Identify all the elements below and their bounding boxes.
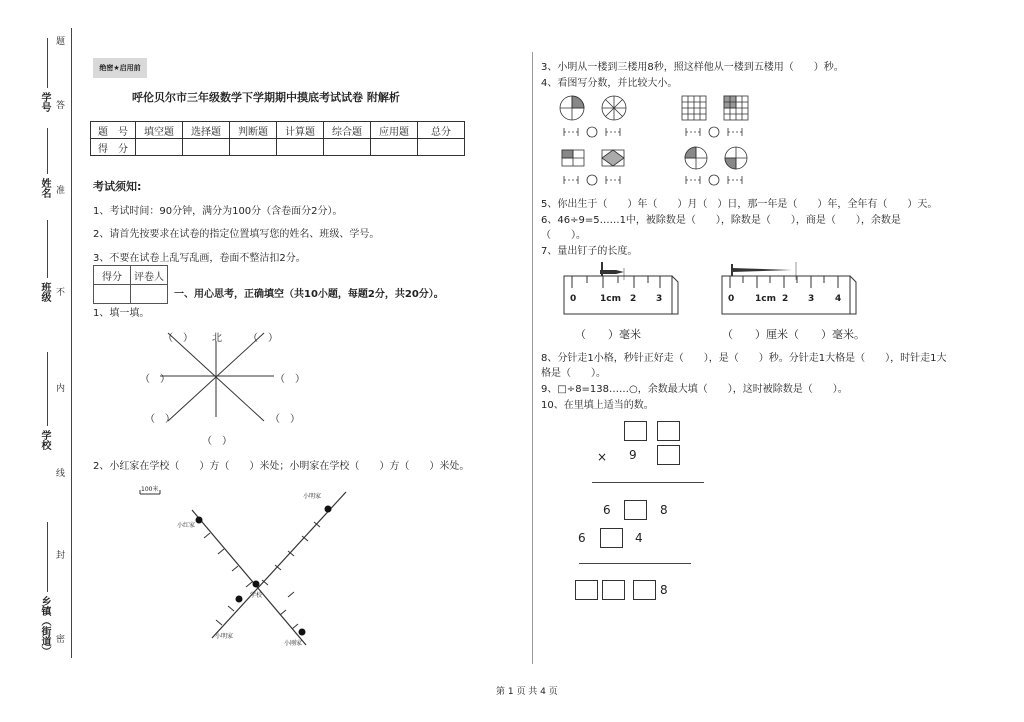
grader-table <box>93 265 168 304</box>
binding-char: 准 <box>56 186 66 196</box>
digit: 6 <box>603 503 611 517</box>
binding-line <box>71 28 72 658</box>
score-header-cell: 题 号 <box>91 122 136 139</box>
compass-north-label: 北 <box>212 333 222 344</box>
fill-line-xuehao <box>47 38 48 88</box>
compass-blank-sw[interactable]: （ ） <box>145 414 175 425</box>
label-xuexiao: 学校 <box>39 430 50 450</box>
binding-char: 线 <box>56 469 66 479</box>
question-6: 6、46÷9=5……1中，被除数是（ ），除数是（ ），商是（ ），余数是 <box>541 215 901 226</box>
ruler-answer-2[interactable]: （ ）厘米（ ）毫米。 <box>722 328 865 341</box>
ruler-1 <box>562 258 682 318</box>
question-4: 4、看图写分数，并比较大小。 <box>541 78 678 89</box>
fraction-figures <box>558 92 758 192</box>
digit: 8 <box>660 583 668 597</box>
question-1: 1、填一填。 <box>93 308 150 319</box>
label-banji: 班级 <box>39 282 50 302</box>
question-7: 7、量出钉子的长度。 <box>541 246 638 257</box>
digit-box[interactable] <box>624 421 647 441</box>
digit-box[interactable] <box>624 500 647 520</box>
question-2: 2、小红家在学校（ ）方（ ）米处；小明家在学校（ ）方（ ）米处。 <box>93 461 470 472</box>
ruler-tick-label: 2 <box>782 294 789 304</box>
binding-char: 不 <box>56 288 66 298</box>
score-row-label: 得 分 <box>91 139 136 156</box>
column-divider <box>532 52 533 664</box>
compass-blank-e[interactable]: （ ） <box>275 374 305 385</box>
question-8: 8、分针走1小格，秒针正好走（ ），是（ ）秒。分针走1大格是（ ），时针走1大 <box>541 353 947 364</box>
confidential-badge: 绝密★启用前 <box>93 58 147 78</box>
map-label: 小红家 <box>177 522 196 529</box>
fill-line-banji <box>47 220 48 278</box>
fill-line-xiangzhen <box>47 522 48 592</box>
ruler-tick-label: 1cm <box>600 294 621 304</box>
fill-line-xuexiao <box>47 352 48 426</box>
ruler-tick-label: 3 <box>656 294 663 304</box>
ruler-2 <box>720 258 860 318</box>
binding-char: 答 <box>56 101 66 111</box>
notice-item: 3、不要在试卷上乱写乱画，卷面不整洁扣2分。 <box>93 253 306 264</box>
ruler-answer-1[interactable]: （ ）毫米 <box>575 328 641 341</box>
digit: 8 <box>660 503 668 517</box>
ruler-tick-label: 0 <box>570 294 577 304</box>
score-header-cell: 综合题 <box>324 122 371 139</box>
question-6-cont: （ ）。 <box>541 230 586 241</box>
times-sign: × <box>597 450 608 464</box>
compass-blank-ne[interactable]: （ ） <box>248 333 278 344</box>
ruler-tick-label: 4 <box>835 294 842 304</box>
compass-blank-nw[interactable]: （ ） <box>163 333 193 344</box>
label-xiangzhen: 乡镇（街道） <box>39 596 50 656</box>
binding-char: 题 <box>56 37 66 47</box>
map-label: 小明家 <box>303 493 322 500</box>
compass-blank-se[interactable]: （ ） <box>270 414 300 425</box>
ruler-tick-label: 3 <box>808 294 815 304</box>
question-8-cont: 格是（ ）。 <box>541 368 606 379</box>
digit: 9 <box>629 448 637 462</box>
score-header-cell: 填空题 <box>136 122 183 139</box>
digit: 6 <box>578 531 586 545</box>
grader-label: 评卷人 <box>131 266 168 285</box>
map-diagram <box>130 480 360 652</box>
score-header-cell: 计算题 <box>277 122 324 139</box>
question-10: 10、在里填上适当的数。 <box>541 400 654 411</box>
score-cell[interactable] <box>277 139 324 156</box>
question-9: 9、□÷8=138……○，余数最大填（ ），这时被除数是（ ）。 <box>541 384 848 395</box>
calc-line <box>592 482 704 483</box>
notice-item: 1、考试时间：90分钟，满分为100分（含卷面分2分）。 <box>93 206 343 217</box>
calc-line <box>579 563 691 564</box>
digit-box[interactable] <box>575 580 598 600</box>
score-cell[interactable] <box>183 139 230 156</box>
label-xuehao: 学号 <box>39 92 50 112</box>
compass-blank-w[interactable]: （ ） <box>140 374 170 385</box>
map-label: 小刚家 <box>284 640 303 647</box>
digit-box[interactable] <box>633 580 656 600</box>
score-header-cell: 选择题 <box>183 122 230 139</box>
map-scale-label: 100米 <box>141 486 159 493</box>
map-label: 小明家 <box>215 633 234 640</box>
fill-line-xingming <box>47 128 48 174</box>
compass-blank-s[interactable]: （ ） <box>202 436 232 447</box>
score-cell[interactable] <box>230 139 277 156</box>
score-cell[interactable] <box>324 139 371 156</box>
question-5: 5、你出生于（ ）年（ ）月（ ）日，那一年是（ ）年，全年有（ ）天。 <box>541 199 938 210</box>
score-cell[interactable] <box>136 139 183 156</box>
binding-char: 密 <box>56 635 66 645</box>
binding-char: 封 <box>56 551 66 561</box>
score-table <box>90 121 465 156</box>
score-header-cell: 应用题 <box>371 122 418 139</box>
page-title: 呼伦贝尔市三年级数学下学期期中摸底考试试卷 附解析 <box>132 91 400 104</box>
grader-label: 得分 <box>94 266 131 285</box>
ruler-tick-label: 1cm <box>755 294 776 304</box>
label-xingming: 姓名 <box>39 178 50 198</box>
map-label: 学校 <box>250 592 263 599</box>
page-footer: 第 1 页 共 4 页 <box>496 687 558 697</box>
score-cell[interactable] <box>371 139 418 156</box>
digit: 4 <box>635 531 643 545</box>
question-3: 3、小明从一楼到三楼用8秒，照这样他从一楼到五楼用（ ）秒。 <box>541 62 844 73</box>
digit-box[interactable] <box>600 528 623 548</box>
section-heading: 一、用心思考，正确填空（共10小题，每题2分，共20分）。 <box>174 289 444 300</box>
notice-heading: 考试须知: <box>93 180 142 193</box>
ruler-tick-label: 2 <box>630 294 637 304</box>
score-header-cell: 判断题 <box>230 122 277 139</box>
digit-box[interactable] <box>602 580 625 600</box>
grader-cell[interactable] <box>131 285 168 304</box>
score-header-cell: 总分 <box>418 122 465 139</box>
digit-box[interactable] <box>657 445 680 465</box>
grader-cell[interactable] <box>94 285 131 304</box>
notice-item: 2、请首先按要求在试卷的指定位置填写您的姓名、班级、学号。 <box>93 229 380 240</box>
binding-char: 内 <box>56 384 66 394</box>
ruler-tick-label: 0 <box>728 294 735 304</box>
score-cell[interactable] <box>418 139 465 156</box>
digit-box[interactable] <box>657 421 680 441</box>
